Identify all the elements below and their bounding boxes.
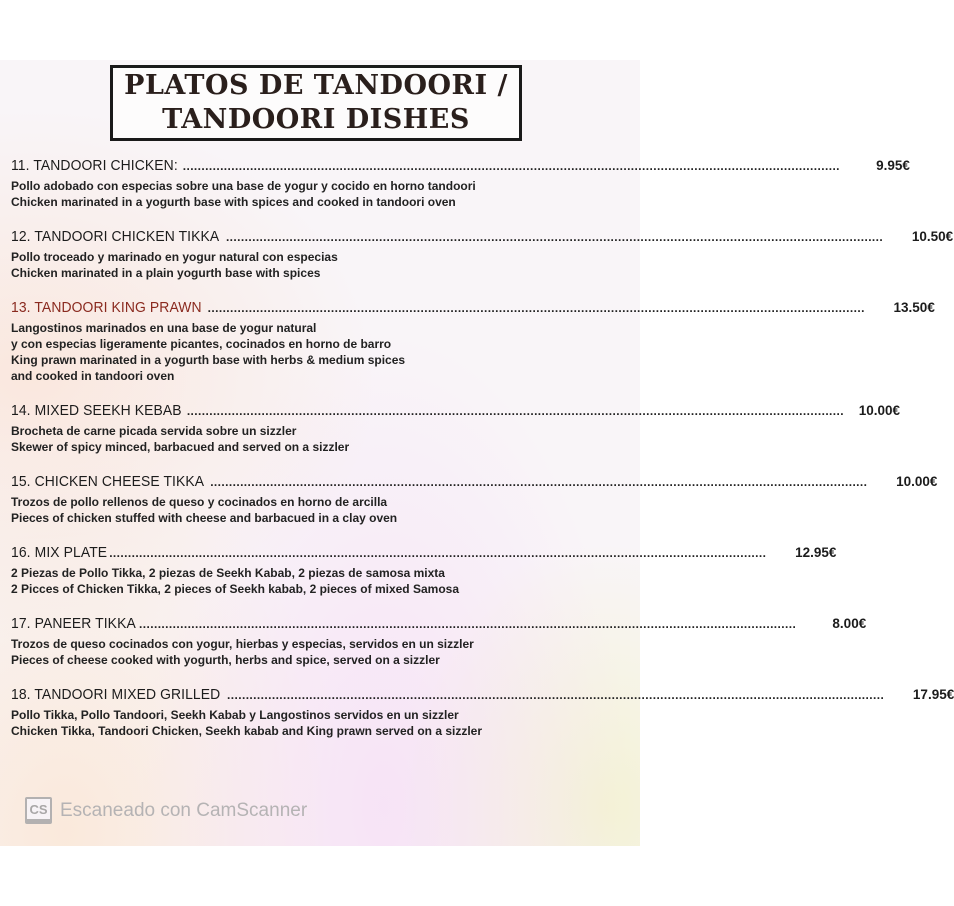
- dot-leader: ................................................................................................................................................................................: [109, 546, 767, 560]
- camscanner-watermark: [25, 797, 307, 824]
- item-name: 15. CHICKEN CHEESE TIKKA: [11, 474, 205, 490]
- scanned-menu-page: [0, 60, 954, 846]
- menu-item-list: [11, 158, 954, 758]
- item-name: 11. TANDOORI CHICKEN:: [11, 158, 178, 174]
- item-description-es: Pollo adobado con especias sobre una base de yogur y cocido en horno tandoori: [11, 179, 476, 193]
- item-description-es: Langostinos marinados en una base de yogur natural: [11, 321, 317, 335]
- menu-title-box: [110, 65, 522, 141]
- dot-leader: ................................................................................................................................................................................: [182, 159, 840, 173]
- item-price: 10.00€: [896, 474, 938, 489]
- item-description-en: Chicken Tikka, Tandoori Chicken, Seekh kabab and King prawn served on a sizzler: [11, 724, 483, 738]
- item-price: 8.00€: [832, 616, 867, 631]
- item-description-en: 2 Picces of Chicken Tikka, 2 pieces of Seekh kabab, 2 pieces of mixed Samosa: [11, 582, 459, 596]
- menu-title-line-1: PLATOS DE TANDOORI /: [124, 70, 508, 101]
- item-description-es: Pollo Tikka, Pollo Tandoori, Seekh Kabab y Langostinos servidos en un sizzler: [11, 708, 459, 722]
- item-name: 12. TANDOORI CHICKEN TIKKA: [11, 229, 220, 245]
- item-description-en: Skewer of spicy minced, barbacued and served on a sizzler: [11, 440, 350, 454]
- dot-leader: ................................................................................................................................................................................: [225, 230, 884, 244]
- item-price: 9.95€: [876, 158, 910, 173]
- menu-item: [11, 403, 900, 455]
- item-price: 10.50€: [911, 229, 954, 244]
- menu-item: [11, 545, 837, 597]
- item-name: 16. MIX PLATE: [11, 545, 108, 561]
- camscanner-logo-icon: CS: [25, 797, 52, 824]
- item-description-en: Chicken marinated in a plain yogurth base with spices: [11, 266, 321, 280]
- dot-leader: ................................................................................................................................................................................: [186, 404, 844, 418]
- dot-leader: ................................................................................................................................................................................: [207, 301, 865, 315]
- item-description-en: Pieces of cheese cooked with yogurth, herbs and spice, served on a sizzler: [11, 653, 440, 667]
- item-description-es: Trozos de pollo rellenos de queso y cocinados en horno de arcilla: [11, 495, 388, 509]
- menu-item: [11, 616, 867, 668]
- item-description-es: 2 Piezas de Pollo Tikka, 2 piezas de Seekh Kabab, 2 piezas de samosa mixta: [11, 566, 445, 580]
- item-description-en: King prawn marinated in a yogurth base with herbs & medium spices: [11, 353, 406, 367]
- dot-leader: ................................................................................................................................................................................: [139, 617, 797, 631]
- menu-item: [11, 687, 954, 739]
- item-description-en: Chicken marinated in a yogurth base with spices and cooked in tandoori oven: [11, 195, 456, 209]
- item-name: 13. TANDOORI KING PRAWN: [11, 300, 202, 316]
- item-price: 17.95€: [912, 687, 954, 702]
- watermark-text: Escaneado con CamScanner: [60, 799, 308, 821]
- item-description-es: Pollo troceado y marinado en yogur natural con especias: [11, 250, 338, 264]
- item-description-es: y con especias ligeramente picantes, cocinados en horno de barro: [11, 337, 392, 351]
- item-price: 13.50€: [893, 300, 935, 315]
- item-name: 17. PANEER TIKKA: [11, 616, 136, 632]
- menu-title-line-2: TANDOORI DISHES: [162, 104, 470, 135]
- dot-leader: ................................................................................................................................................................................: [227, 688, 885, 702]
- item-price: 10.00€: [858, 403, 900, 418]
- menu-item: [11, 474, 938, 526]
- item-description-es: Trozos de queso cocinados con yogur, hierbas y especias, servidos en un sizzler: [11, 637, 474, 651]
- menu-item: [11, 300, 935, 384]
- menu-item: [11, 158, 910, 210]
- item-name: 18. TANDOORI MIXED GRILLED: [11, 687, 221, 703]
- item-description-es: Brocheta de carne picada servida sobre un sizzler: [11, 424, 297, 438]
- dot-leader: ................................................................................................................................................................................: [210, 475, 868, 489]
- item-name: 14. MIXED SEEKH KEBAB: [11, 403, 182, 419]
- item-description-en: Pieces of chicken stuffed with cheese and barbacued in a clay oven: [11, 511, 398, 525]
- item-price: 12.95€: [795, 545, 837, 560]
- menu-item: [11, 229, 954, 281]
- item-description-en: and cooked in tandoori oven: [11, 369, 175, 383]
